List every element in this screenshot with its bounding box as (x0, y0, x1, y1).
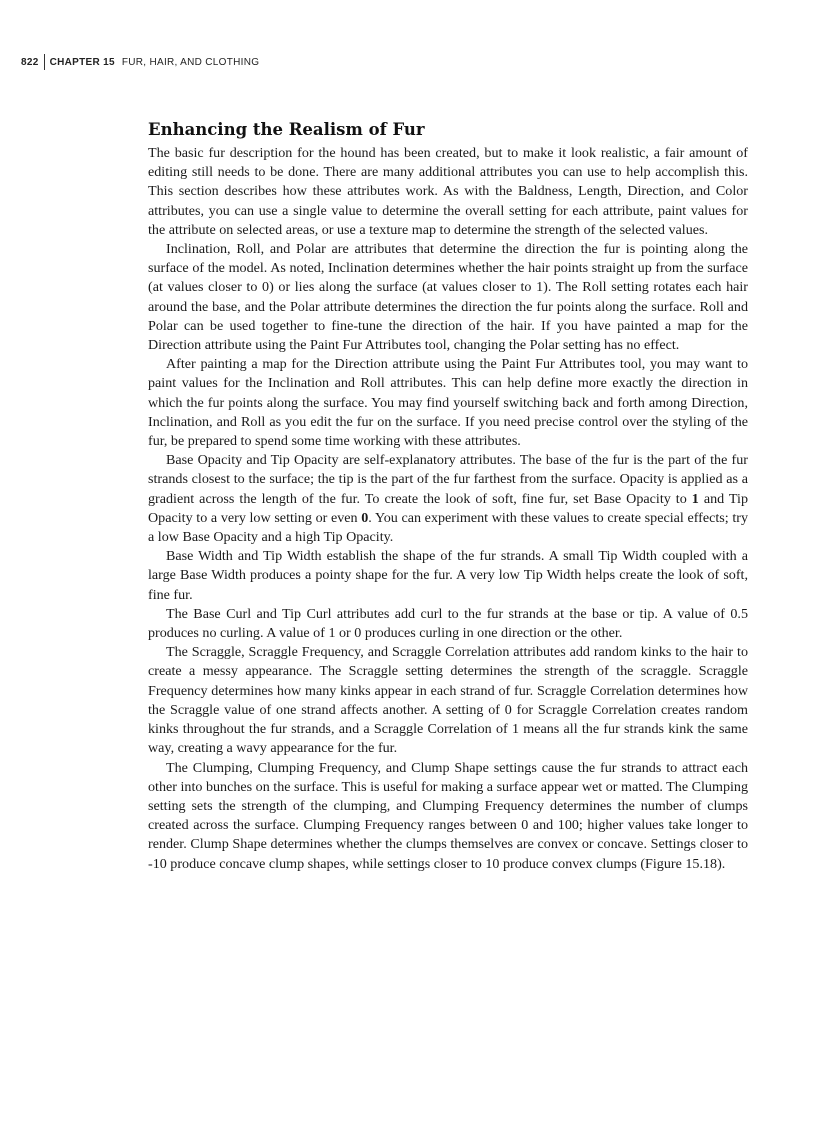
paragraph-width: Base Width and Tip Width establish the shape of the fur strands. A small Tip Width coupled with a large Base Width produces a pointy shape for the fur. A very low Tip Width helps create the look of soft, fine fur. (148, 548, 748, 603)
opacity-value-one: 1 (691, 490, 699, 507)
page-number: 822 (21, 56, 39, 68)
opacity-text-e: . You can experiment with these values to create special effects; try a low Base Opacity and a high Tip Opacity. (148, 509, 748, 546)
section-heading: Enhancing the Realism of Fur (148, 120, 425, 139)
page-body (148, 118, 748, 874)
opacity-text-a: Base Opacity and Tip Opacity are self-explanatory attributes. The base of the fur is the part of the fur strands closest to the surface; the tip is the part of the fur farthest from the surface. Opacity is applied as a gradient across the length of the fur. To create the look of soft, fine fur, set Base Opacity to (148, 452, 748, 507)
paragraph-curl: The Base Curl and Tip Curl attributes add curl to the fur strands at the base or tip. A value of 0.5 produces no curling. A value of 1 or 0 produces curling in one direction or the other. (148, 605, 748, 642)
paragraph-scraggle: The Scraggle, Scraggle Frequency, and Scraggle Correlation attributes add random kinks to the hair to create a messy appearance. The Scraggle setting determines the strength of the scraggle. Scraggle Frequency determines how many kinks appear in each strand of fur. Scraggle Correlation determines how the Scraggle value of one strand affects another. A setting of 0 for Scraggle Correlation creates random kinks throughout the fur strands, and a Scraggle Correlation of 1 means all the fur strands kink the same way, creating a wavy appearance for the fur. (148, 644, 748, 757)
paragraph-direction-map: After painting a map for the Direction attribute using the Paint Fur Attributes tool, you may want to paint values for the Inclination and Roll attributes. This can help define more exactly the direction in which the fur points along the surface. You may find yourself switching back and forth among Direction, Inclination, and Roll as you edit the fur on the surface. If you need precise control over the styling of the fur, be prepared to spend some time working with these attributes. (148, 356, 748, 450)
paragraph-intro: The basic fur description for the hound has been created, but to make it look realistic, a fair amount of editing still needs to be done. There are many additional attributes you can use to help accomplish this. This section describes how these attributes work. As with the Baldness, Length, Direction, and Color attributes, you can use a single value to determine the overall setting for each attribute, paint values for the attribute on selected areas, or use a texture map to determine the strength of the selected values. (148, 145, 748, 238)
running-header (21, 54, 259, 70)
chapter-label: CHAPTER 15 (49, 56, 115, 68)
paragraph-inclination: Inclination, Roll, and Polar are attributes that determine the direction the fur is pointing along the surface of the model. As noted, Inclination determines whether the hair points straight up from the surface (at values closer to 0) or lies along the surface (at values closer to 1). The Roll setting rotates each hair around the base, and the Polar attribute determines the direction the fur points along the surface. Roll and Polar can be used together to fine-tune the direction of the hair. If you have painted a map for the Direction attribute using the Paint Fur Attributes tool, changing the Polar setting has no effect. (148, 241, 748, 354)
chapter-title: FUR, HAIR, AND CLOTHING (121, 56, 260, 68)
paragraph-clumping: The Clumping, Clumping Frequency, and Clump Shape settings cause the fur strands to attract each other into bunches on the surface. This is useful for making a surface appear wet or matted. The Clumping setting sets the strength of the clumping, and Clumping Frequency determines the number of clumps created across the surface. Clumping Frequency ranges between 0 and 100; higher values take longer to render. Clump Shape determines whether the clumps themselves are convex or concave. Settings closer to -10 produce concave clump shapes, while settings closer to 10 produce convex clumps (Figure 15.18). (148, 759, 748, 872)
opacity-value-zero: 0 (361, 509, 369, 526)
header-divider (44, 54, 45, 70)
paragraph-opacity (148, 451, 748, 547)
opacity-text-c: and Tip Opacity to a very low setting or even (148, 490, 748, 526)
